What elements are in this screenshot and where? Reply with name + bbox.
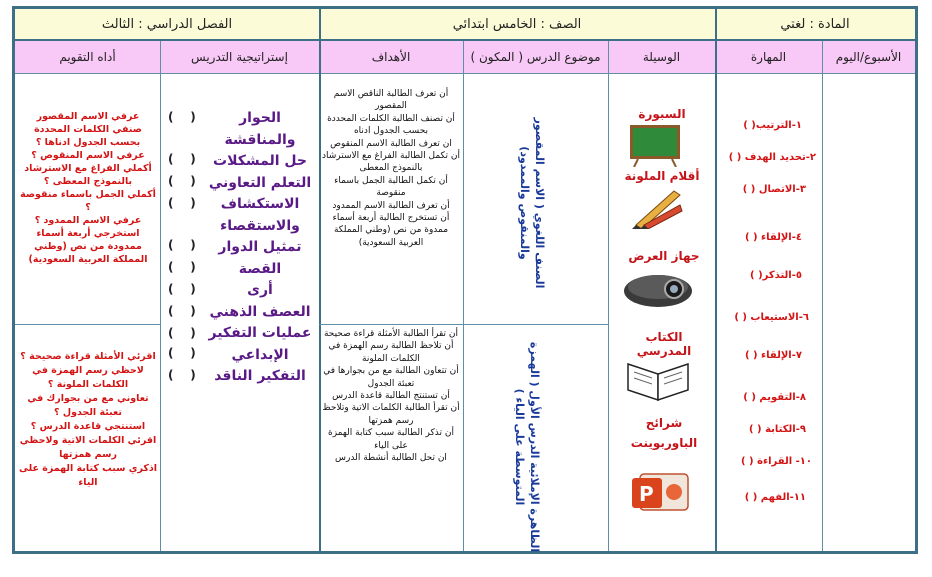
assessment-item: أكملي الجمل باسماء منقوصة ؟ [20,189,156,213]
assessment-first [18,110,158,266]
assessment-item: عرفي الاسم الممدود ؟ [34,215,142,226]
skill-item: ٨-التقويم ( ) [743,392,806,403]
tool-label: السبورة [638,107,686,121]
subject-header [715,9,915,39]
strategy-mark: ( ) [168,282,196,296]
strategy-mark: ( ) [168,238,196,252]
chalkboard-icon [628,123,682,167]
col-assessment [15,41,160,73]
col-skill [715,41,822,73]
strategy-item: عمليات التفكير [208,325,312,341]
strategy-item: التفكير الناقد [214,368,306,384]
objective-item: أن تعرف الطالبة الاسم الممدود [332,200,450,211]
objective-item: أن تقرأ الطالبة الأمثلة قراءة صحيحة [323,329,459,339]
projector-icon [622,265,696,311]
tool-label: الكتاب المدرسي [636,330,692,358]
objective-item: أن تكمل الطالبة الفراغ مع الاسترشاد بالنموذج المعطى [322,151,460,174]
tool-label: شرائح [645,416,683,430]
grid-line [822,41,823,551]
strategy-mark: ( ) [168,346,196,360]
strategy-mark: ( ) [168,304,196,318]
objective-item: أن تستنتج الطالبة قاعدة الدرس [332,391,450,402]
grid-line [160,41,161,551]
col-tool-label: الوسيلة [642,50,681,64]
assessment-item: اذكري سبب كتابة الهمزة على الياء [18,463,158,488]
assessment-item: استنتجي قاعدة الدرس ؟ [30,421,146,432]
col-skill-label: المهارة [750,50,787,64]
strategy-item: التعلم التعاوني [208,174,312,191]
tool-label: أقلام الملونة [624,169,700,183]
strategy-mark: ( ) [168,174,196,188]
objective-item: أن تذكر الطالبة سبب كتابة الهمزة على الياء [328,428,454,451]
objective-item: أن تصنف الطالبة الكلمات المحددة بحسب الجدول ادناه [327,113,455,137]
assessment-item: عرفي الاسم المقصور [36,111,140,122]
col-strategy-label: إستراتيجية التدريس [191,50,288,64]
assessment-item: اقرئي الكلمات الاتية ولاحظي رسم همزتها [19,435,157,460]
assessment-item: صنفي الكلمات المحددة بحسب الجدول ادناها ؟ [34,124,142,148]
strategy-item: أرى [247,282,273,298]
subject-text: المادة : لغتي [780,16,850,32]
objective-item: أن تستخرج الطالبة أربعة أسماء ممدوة من نص (وطني المملكة العربية السعودية) [332,213,450,248]
assessment-second [18,350,158,490]
skill-item: ٣-الاتصال ( ) [742,184,806,195]
grade-text: الصف : الخامس ابتدائي [452,16,582,32]
objectives-first [322,88,460,249]
assessment-item: اقرئي الأمثلة قراءة صحيحة ؟ [20,351,156,362]
col-topic [463,41,608,73]
strategy-mark: ( ) [168,368,196,382]
strategy-list [200,108,320,388]
lesson-divider [319,324,608,325]
pencils-icon [630,185,686,229]
strategy-mark: ( ) [168,152,196,166]
assessment-item: أكملي الفراغ مع الاسترشاد بالنموذج المعطى ؟ [24,163,152,187]
skill-item: ٤-الإلقاء ( ) [744,232,802,243]
tool-label: جهاز العرض [628,249,700,263]
col-strategy [160,41,319,73]
objective-item: ان تحل الطالبة أنشطة الدرس [335,453,447,464]
skill-item: ٢-تحديد الهدف ( ) [728,152,816,163]
strategy-item: حل المشكلات [213,153,307,169]
assessment-item: عرفي الاسم المنقوص ؟ [31,150,145,161]
skill-item: ١١-الفهم ( ) [744,492,806,503]
grid-line [715,9,717,551]
objective-item: أن تقرأ الطالبة الكلمات الاتية وتلاحظ رسم همزتها [322,403,460,426]
col-assessment-label: أداه التقويم [59,50,116,64]
col-topic-label: ( المكون ) موضوع الدرس [470,50,601,64]
book-icon [624,352,692,402]
skill-item: ٩-الكتابة ( ) [748,424,806,435]
grade-header [319,9,715,39]
objective-item: أن تكمل الطالبة الجمل باسماء منقوصة [334,175,448,199]
strategy-item: والمناقشة [224,131,296,148]
skill-item: ٥-التذكر( ) [750,270,802,281]
strategy-item: الحوار [239,110,281,126]
col-week-day-label: الأسبوع/اليوم [835,50,902,64]
objectives-second [322,328,460,464]
col-tool [608,41,715,73]
col-objectives [319,41,463,73]
objective-item: ان تعرف الطالبة الاسم المنقوص [330,138,452,149]
skill-item: ١-الترتيب( ) [743,120,802,131]
strategy-item: الإبداعي [231,346,289,363]
assessment-item: استخرجي أربعة أسماء ممدودة من نص (وطني المملكة العربية السعودية) [28,228,148,265]
tool-label: الباوربوينت [630,436,698,450]
strategy-mark: ( ) [168,260,196,274]
colhead-divider [15,73,915,74]
col-week-day [822,41,915,73]
strategy-item: العصف الذهني [209,303,311,320]
topic-second: الظاهرة الإملائية الدرس الأول ( الهمزة المتوسطة على الياء ) [513,341,541,553]
strategy-mark: ( ) [168,326,196,340]
assessment-item: تعاوني مع من بجوارك في تعبئة الجدول ؟ [27,393,149,418]
strategy-item: الاستكشاف [220,196,300,212]
topic-first: الصنف اللغوي ( الاسم المقصور والمنقوص والممدود) [518,117,546,289]
col-objectives-label: الأهداف [371,50,411,64]
strategy-mark: ( ) [168,196,196,210]
powerpoint-icon [630,470,692,514]
strategy-item: القصة [238,260,282,277]
header-divider [15,39,915,41]
strategy-item: تمثيل الدوار [218,239,302,255]
svg-text:P: P [639,482,654,506]
assessment-item: لاحظي رسم الهمزة في الكلمات الملونة ؟ [32,365,144,390]
skill-item: ١٠- القراءة ( ) [741,456,812,467]
strategy-item: والاستقصاء [220,217,300,234]
skill-item: ٦-الاستيعاب ( ) [734,312,809,323]
objective-item: أن تلاحظ الطالبة رسم الهمزة في الكلمات الملونة [328,341,454,364]
grid-line [463,41,464,551]
assessment-divider [15,324,160,325]
semester-text: الفصل الدراسي : الثالث [101,16,233,32]
semester-header [15,9,319,39]
skill-item: ٧-الإلقاء ( ) [744,350,802,361]
grid-line [608,41,609,551]
objective-item: أن تتعاون الطالبة مع من بجوارها في تعبئة الجدول [323,366,459,389]
strategy-mark: ( ) [168,110,196,124]
objective-item: أن تعرف الطالبة الناقص الاسم المقصور [333,89,449,112]
